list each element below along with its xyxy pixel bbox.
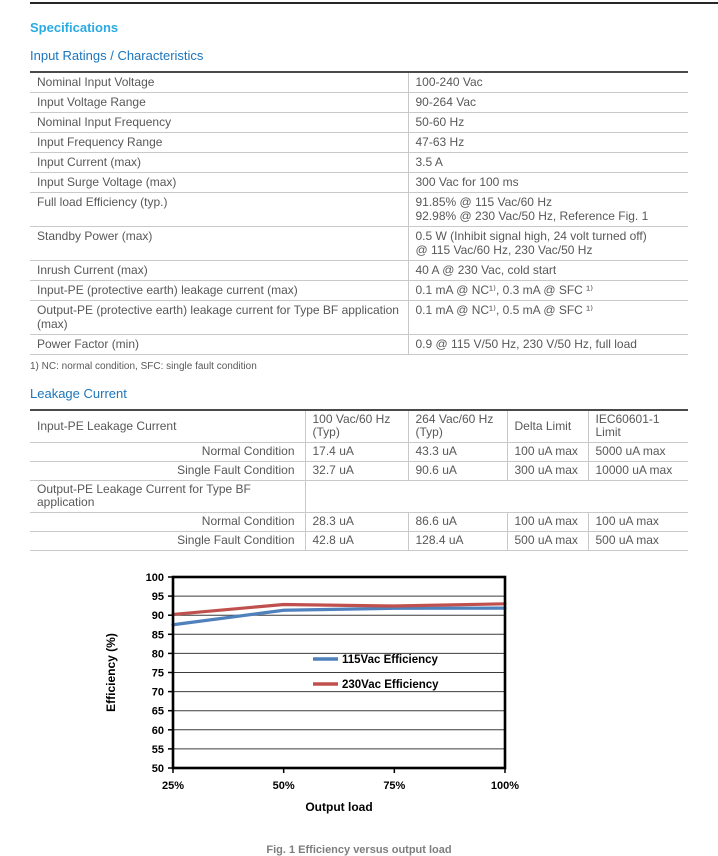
spec-value-cell (408, 281, 688, 301)
leakage-row (30, 443, 688, 462)
spec-value-line: 50-60 Hz (415, 115, 465, 129)
leakage-value-cell: 5000 uA max (588, 443, 688, 462)
leakage-header-cell: IEC60601-1 Limit (588, 410, 688, 443)
spec-row (30, 193, 688, 227)
leakage-section-label: Output-PE Leakage Current for Type BF application (30, 481, 305, 513)
spec-value-line: 90-264 Vac (415, 95, 476, 109)
leakage-section-spacer (305, 481, 688, 513)
leakage-condition-label: Single Fault Condition (30, 532, 305, 551)
spec-label-cell: Input Surge Voltage (max) (30, 173, 408, 193)
spec-value-line: 91.85% @ 115 Vac/60 Hz (415, 195, 552, 209)
spec-value-line: 300 Vac for 100 ms (415, 175, 519, 189)
y-tick-label: 100 (145, 572, 164, 584)
spec-label-cell: Output-PE (protective earth) leakage current for Type BF application (max) (30, 301, 408, 335)
leakage-header-cell: 100 Vac/60 Hz (Typ) (305, 410, 408, 443)
spec-label-cell: Standby Power (max) (30, 227, 408, 261)
y-tick-label: 85 (151, 629, 164, 642)
spec-label-cell: Inrush Current (max) (30, 261, 408, 281)
leakage-value-cell: 100 uA max (507, 513, 588, 532)
spec-row (30, 72, 688, 93)
x-tick-label: 100% (490, 780, 520, 792)
x-axis-title: Output load (305, 800, 373, 814)
page-title: Specifications (30, 20, 119, 35)
leakage-row (30, 532, 688, 551)
efficiency-chart (100, 567, 560, 825)
spec-row (30, 261, 688, 281)
spec-value-line: 40 A @ 230 Vac, cold start (415, 263, 557, 277)
spec-value-cell (408, 227, 688, 261)
spec-row (30, 173, 688, 193)
spec-value-cell (408, 261, 688, 281)
leakage-header-row (30, 410, 688, 443)
spec-label-cell: Input Frequency Range (30, 133, 408, 153)
spec-value-cell (408, 72, 688, 93)
leakage-value-cell: 10000 uA max (588, 462, 688, 481)
spec-label-cell: Input-PE (protective earth) leakage current (max) (30, 281, 408, 301)
leakage-header-label: Input-PE Leakage Current (30, 410, 305, 443)
leakage-value-cell: 43.3 uA (408, 443, 507, 462)
leakage-value-cell: 500 uA max (588, 532, 688, 551)
leakage-value-cell: 100 uA max (507, 443, 588, 462)
page-top-rule (30, 2, 718, 4)
x-tick-label: 25% (161, 780, 185, 792)
legend-label: 230Vac Efficiency (342, 679, 439, 691)
leakage-value-cell: 17.4 uA (305, 443, 408, 462)
leakage-value-cell: 28.3 uA (305, 513, 408, 532)
y-axis-title: Efficiency (%) (104, 633, 118, 712)
spec-label-cell: Input Voltage Range (30, 93, 408, 113)
spec-value-cell (408, 113, 688, 133)
y-tick-label: 90 (151, 610, 164, 623)
spec-label-cell: Nominal Input Frequency (30, 113, 408, 133)
leakage-table-body (30, 410, 688, 551)
spec-value-line: 100-240 Vac (415, 75, 483, 89)
spec-value-line: 92.98% @ 230 Vac/50 Hz, Reference Fig. 1 (415, 209, 649, 223)
efficiency-chart-block (100, 567, 688, 830)
leakage-condition-label: Single Fault Condition (30, 462, 305, 481)
spec-value-line: 0.1 mA @ NC¹⁾, 0.5 mA @ SFC ¹⁾ (415, 303, 594, 317)
leakage-row (30, 462, 688, 481)
leakage-value-cell: 300 uA max (507, 462, 588, 481)
spec-row (30, 133, 688, 153)
x-tick-label: 50% (272, 780, 295, 792)
spec-value-line: 0.9 @ 115 V/50 Hz, 230 V/50 Hz, full load (415, 337, 637, 351)
spec-row (30, 281, 688, 301)
leakage-header-cell: 264 Vac/60 Hz (Typ) (408, 410, 507, 443)
y-tick-label: 95 (151, 591, 164, 604)
spec-value-line: @ 115 Vac/60 Hz, 230 Vac/50 Hz (415, 243, 593, 257)
spec-row (30, 301, 688, 335)
legend-label: 115Vac Efficiency (342, 654, 438, 666)
leakage-row (30, 513, 688, 532)
y-tick-label: 75 (151, 667, 164, 680)
leakage-value-cell: 86.6 uA (408, 513, 507, 532)
y-tick-label: 60 (151, 724, 164, 737)
spec-label-cell: Input Current (max) (30, 153, 408, 173)
leakage-value-cell: 100 uA max (588, 513, 688, 532)
y-tick-label: 65 (151, 705, 164, 718)
leakage-value-cell: 500 uA max (507, 532, 588, 551)
spec-value-line: 0.5 W (Inhibit signal high, 24 volt turned off) (415, 229, 647, 243)
spec-value-line: 3.5 A (415, 155, 443, 169)
spec-value-cell (408, 335, 688, 355)
spec-value-cell (408, 193, 688, 227)
spec-value-cell (408, 173, 688, 193)
spec-row (30, 335, 688, 355)
y-tick-label: 55 (151, 743, 164, 756)
spec-label-cell: Nominal Input Voltage (30, 72, 408, 93)
spec-row (30, 113, 688, 133)
figure-caption: Fig. 1 Efficiency versus output load (266, 844, 452, 856)
footnote: 1) NC: normal condition, SFC: single fault condition (30, 361, 257, 372)
spec-value-line: 47-63 Hz (415, 135, 465, 149)
leakage-value-cell: 128.4 uA (408, 532, 507, 551)
leakage-value-cell: 32.7 uA (305, 462, 408, 481)
spec-value-cell (408, 133, 688, 153)
section-heading-leakage-current: Leakage Current (30, 386, 127, 401)
section-heading-input-ratings: Input Ratings / Characteristics (30, 48, 204, 63)
spec-label-cell: Power Factor (min) (30, 335, 408, 355)
spec-label-cell: Full load Efficiency (typ.) (30, 193, 408, 227)
leakage-value-cell: 90.6 uA (408, 462, 507, 481)
x-tick-label: 75% (383, 780, 406, 792)
spec-row (30, 153, 688, 173)
spec-value-line: 0.1 mA @ NC¹⁾, 0.3 mA @ SFC ¹⁾ (415, 283, 594, 297)
spec-value-cell (408, 93, 688, 113)
spec-value-cell (408, 301, 688, 335)
leakage-value-cell: 42.8 uA (305, 532, 408, 551)
leakage-condition-label: Normal Condition (30, 443, 305, 462)
spec-table (30, 71, 688, 355)
spec-row (30, 93, 688, 113)
spec-row (30, 227, 688, 261)
spec-table-body (30, 72, 688, 355)
leakage-condition-label: Normal Condition (30, 513, 305, 532)
leakage-row (30, 481, 688, 513)
y-tick-label: 80 (151, 648, 164, 661)
y-tick-label: 70 (151, 686, 164, 699)
y-tick-label: 50 (151, 763, 164, 775)
spec-value-cell (408, 153, 688, 173)
leakage-table (30, 409, 688, 551)
leakage-header-cell: Delta Limit (507, 410, 588, 443)
